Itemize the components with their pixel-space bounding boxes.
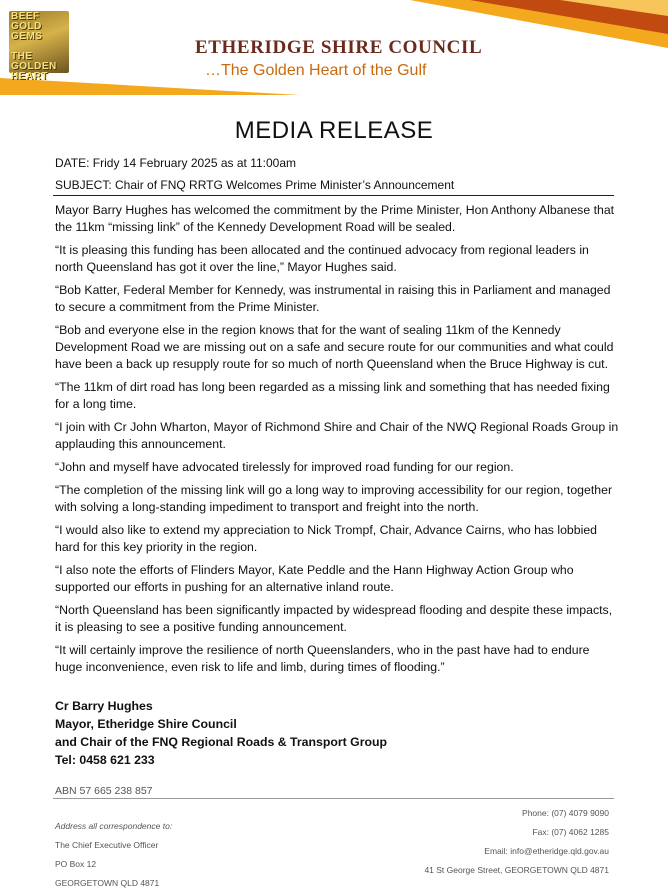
- address-line: PO Box 12: [55, 859, 97, 869]
- signatory-phone: Tel: 0458 621 233: [55, 753, 155, 767]
- paragraph: “It is pleasing this funding has been allocated and the continued advocacy from regional leaders in north Queensland has got it over the line,” Mayor Hughes said.: [55, 243, 589, 274]
- paragraph: “The 11km of dirt road has long been regarded as a missing link and something that has needed fixing for a long time.: [55, 380, 610, 411]
- signature-block: [55, 697, 387, 769]
- paragraph: “North Queensland has been significantly impacted by widespread flooding and despite these impacts, it is pleasing to see a positive funding announcement.: [55, 603, 613, 634]
- signatory-role-2: and Chair of the FNQ Regional Roads & Transport Group: [55, 735, 388, 749]
- paragraph: “John and myself have advocated tirelessly for improved road funding for our region.: [55, 460, 514, 474]
- paragraph: Mayor Barry Hughes has welcomed the commitment by the Prime Minister, Hon Anthony Albanese that the 11km “missing link” of the Kennedy Development Road will be sealed.: [55, 203, 615, 234]
- footer-divider: [53, 798, 614, 799]
- address-line: GEORGETOWN QLD 4871: [55, 878, 160, 888]
- abn: ABN 57 665 238 857: [55, 785, 153, 797]
- paragraph: “It will certainly improve the resilience of north Queenslanders, who in the past have had to endure huge inconvenience, even risk to life and limb, during times of flooding.”: [55, 643, 590, 674]
- tagline: …The Golden Heart of the Gulf: [205, 62, 427, 79]
- council-logo: [9, 11, 69, 82]
- address-line: The Chief Executive Officer: [55, 840, 159, 850]
- paragraph: “Bob and everyone else in the region knows that for the want of sealing 11km of the Kennedy Development Road we are missing out on a safe and secure route for our communities and what could have been a back up resupply route for so much of north Queensland when the Bruce Highway is cut.: [55, 323, 614, 371]
- paragraph: “Bob Katter, Federal Member for Kennedy, was instrumental in raising this in Parliament and managed to secure a commitment from the Prime Minister.: [55, 283, 611, 314]
- release-subject: SUBJECT: Chair of FNQ RRTG Welcomes Prime Minister’s Announcement: [55, 178, 455, 192]
- council-name: ETHERIDGE SHIRE COUNCIL: [195, 37, 483, 58]
- footer-address: [55, 817, 172, 893]
- footer-contact: [424, 804, 609, 880]
- logo-lettering: BEEF GOLD GEMS THE GOLDEN HEART: [11, 11, 57, 82]
- contact-email: Email: info@etheridge.qld.gov.au: [484, 846, 609, 856]
- page-title: MEDIA RELEASE: [234, 117, 434, 144]
- paragraph: “The completion of the missing link will go a long way to improving accessibility for our region, together with solving a long-standing impediment to transport and freight into the north.: [55, 483, 613, 514]
- divider: [53, 195, 614, 196]
- paragraph: “I join with Cr John Wharton, Mayor of Richmond Shire and Chair of the NWQ Regional Roads Group in applauding this announcement.: [55, 420, 619, 451]
- paragraph: “I would also like to extend my appreciation to Nick Trompf, Chair, Advance Cairns, who has lobbied hard for this key priority in the region.: [55, 523, 598, 554]
- contact-street: 41 St George Street, GEORGETOWN QLD 4871: [424, 865, 609, 875]
- signatory-role: Mayor, Etheridge Shire Council: [55, 717, 237, 731]
- release-date: DATE: Fridy 14 February 2025 as at 11:00am: [55, 156, 297, 170]
- contact-phone: Phone: (07) 4079 9090: [522, 808, 609, 818]
- release-body: [55, 202, 620, 682]
- paragraph: “I also note the efforts of Flinders Mayor, Kate Peddle and the Hann Highway Action Group who supported our efforts in pushing for an alternative inland route.: [55, 563, 574, 594]
- signatory-name: Cr Barry Hughes: [55, 699, 153, 713]
- address-label: Address all correspondence to:: [55, 821, 173, 831]
- contact-fax: Fax: (07) 4062 1285: [532, 827, 609, 837]
